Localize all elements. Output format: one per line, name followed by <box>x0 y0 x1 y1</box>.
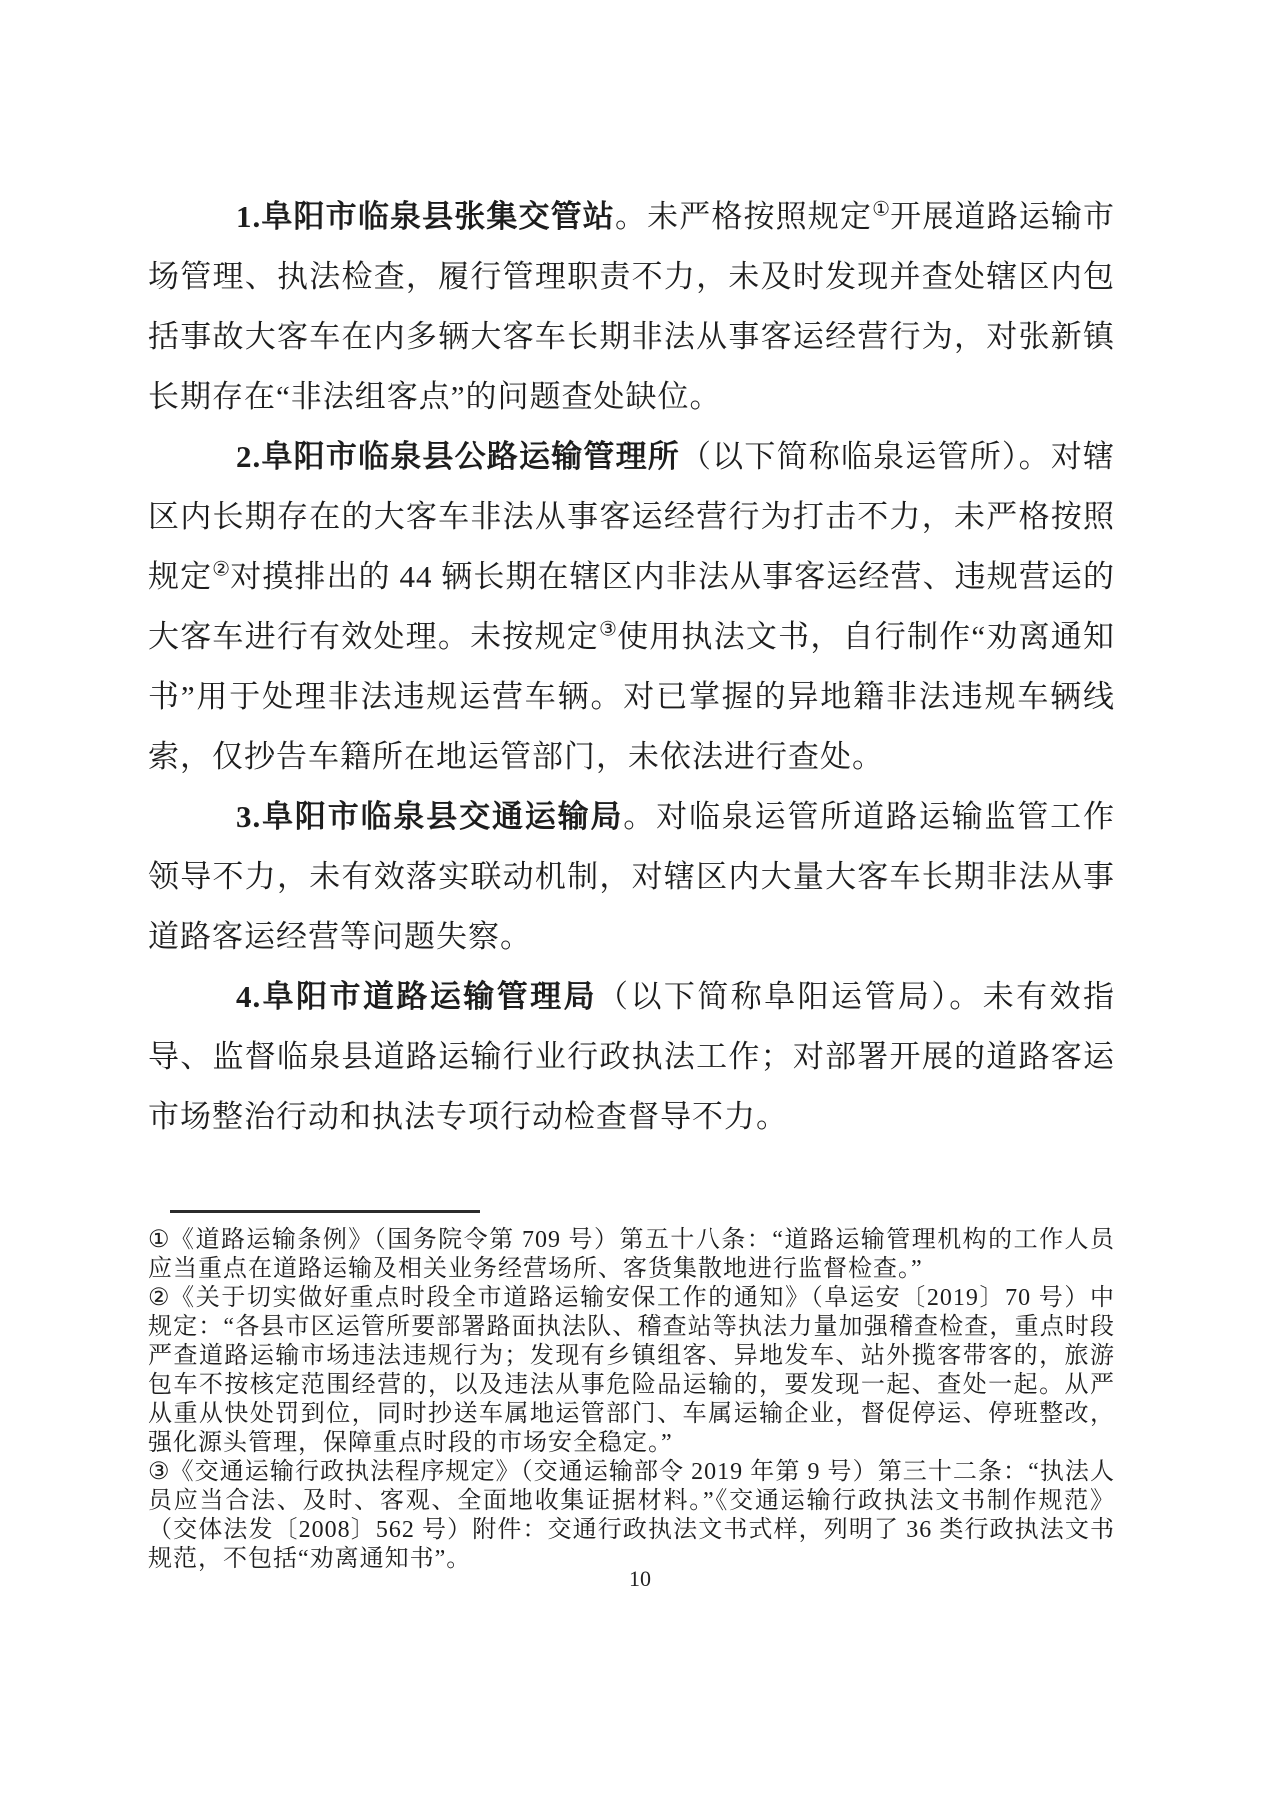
footnote-2 <box>148 1284 1115 1458</box>
footnote-2-marker: ② <box>148 1285 171 1311</box>
footnote-ref-3: ③ <box>598 618 618 641</box>
footnote-3-text: 《交通运输行政执法程序规定》（交通运输部令 2019 年第 9 号）第三十二条：“执法人员应当合法、及时、客观、全面地收集证据材料。”《交通运输行政执法文书制作规范》（交体法发〔2008〕562 号）附件：交通行政执法文书式样，列明了 36 类行政执法文书规范，不包括“劝离通知书”。 <box>148 1459 1115 1572</box>
page-number: 10 <box>629 1566 651 1591</box>
footnote-ref-2: ② <box>212 558 231 581</box>
body-run: 开展道路运输市场管理、执法检查，履行管理职责不力，未及时发现并查处辖区内包括事故大客车在内多辆大客车长期非法从事客运经营行为，对张新镇长期存在“非法组客点”的问题查处缺位。 <box>148 199 1116 414</box>
footnote-2-text: 《关于切实做好重点时段全市道路运输安保工作的通知》（阜运安〔2019〕70 号）中规定：“各县市区运管所要部署路面执法队、稽查站等执法力量加强稽查检查，重点时段严查道路运输市场违法违规行为；发现有乡镇组客、异地发车、站外揽客带客的，旅游包车不按核定范围经营的，以及违法从事危险品运输的，要发现一起、查处一起。从严从重从快处罚到位，同时抄送车属地运管部门、车属运输企业，督促停运、停班整改，强化源头管理，保障重点时段的市场安全稳定。” <box>148 1285 1115 1456</box>
body-run: 。未严格按照规定 <box>614 199 873 234</box>
footnote-separator-line <box>170 1210 480 1213</box>
footnote-1 <box>148 1226 1115 1284</box>
footnotes-section <box>148 1226 1115 1574</box>
body-run: 对摸排出的 44 辆长期在辖区内非法从事客运经营、违规营运的大客车进行有效处理。未按规定 <box>148 559 1115 654</box>
footnote-1-text: 《道路运输条例》（国务院令第 709 号）第五十八条：“道路运输管理机构的工作人员应当重点在道路运输及相关业务经营场所、客货集散地进行监督检查。” <box>148 1227 1116 1282</box>
org-heading-3: 3.阜阳市临泉县交通运输局 <box>236 799 624 834</box>
footnote-1-marker: ① <box>148 1227 170 1253</box>
footnote-ref-1: ① <box>872 198 891 221</box>
paragraph-3 <box>148 787 1115 967</box>
paragraph-4 <box>148 967 1115 1147</box>
body-run: （以下简称临泉运管所）。对辖区内长期存在的大客车非法从事客运经营行为打击不力，未严格按照规定 <box>148 439 1116 594</box>
footnote-3-marker: ③ <box>148 1459 170 1485</box>
document-body <box>148 187 1115 1147</box>
body-run: （以下简称阜阳运管局）。未有效指导、监督临泉县道路运输行业行政执法工作；对部署开展的道路客运市场整治行动和执法专项行动检查督导不力。 <box>148 979 1116 1134</box>
paragraph-1 <box>148 187 1115 427</box>
footnote-3 <box>148 1458 1115 1574</box>
org-heading-2: 2.阜阳市临泉县公路运输管理所 <box>236 439 680 474</box>
org-heading-1: 1.阜阳市临泉县张集交管站 <box>236 199 615 234</box>
org-heading-4: 4.阜阳市道路运输管理局 <box>236 979 598 1014</box>
paragraph-2 <box>148 427 1115 787</box>
body-run: 。对临泉运管所道路运输监管工作领导不力，未有效落实联动机制，对辖区内大量大客车长期非法从事道路客运经营等问题失察。 <box>148 799 1116 954</box>
body-run: 使用执法文书，自行制作“劝离通知书”用于处理非法违规运营车辆。对已掌握的异地籍非法违规车辆线索，仅抄告车籍所在地运管部门，未依法进行查处。 <box>148 619 1115 774</box>
